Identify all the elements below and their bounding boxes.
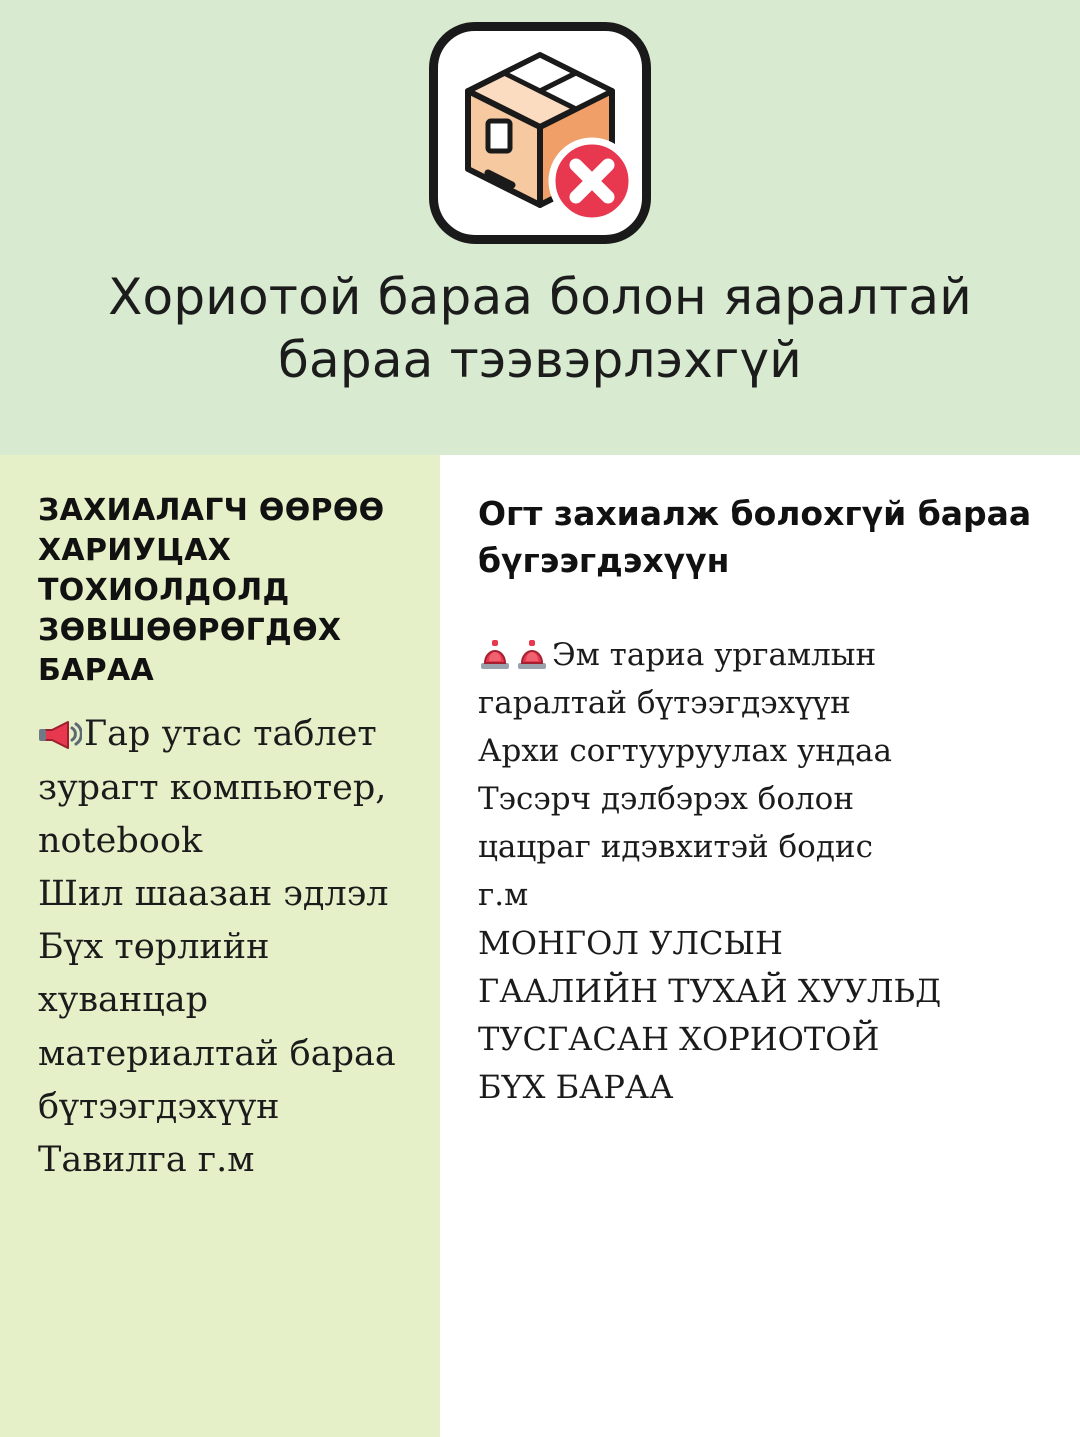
prohibited-package-icon bbox=[429, 22, 651, 244]
prohibited-goods-heading: Огт захиалж болохгүй бараа бүгээгдэхүүн bbox=[478, 494, 1032, 580]
list-item: БҮХ БАРАА bbox=[478, 1068, 674, 1106]
list-item-label: Эм тариа ургамлын bbox=[552, 636, 877, 673]
list-item bbox=[478, 631, 1046, 679]
list-item: цацраг идэвхитэй бодис bbox=[478, 828, 873, 865]
list-item: notebook bbox=[38, 820, 203, 861]
list-item-label: Гар утас таблет bbox=[84, 714, 377, 755]
package-box-icon bbox=[440, 33, 640, 233]
list-item: ГААЛИЙН ТУХАЙ ХУУЛЬД bbox=[478, 972, 942, 1010]
list-item: гаралтай бүтээгдэхүүн bbox=[478, 684, 851, 721]
list-item: ТУСГАСАН ХОРИОТОЙ bbox=[478, 1020, 880, 1058]
list-item: Тэсэрч дэлбэрэх болон bbox=[478, 780, 855, 817]
list-item: хуванцар bbox=[38, 980, 209, 1021]
siren-icon bbox=[478, 637, 512, 671]
prohibited-goods-list bbox=[478, 631, 1046, 1111]
megaphone-icon bbox=[38, 714, 82, 748]
list-item: Шил шаазан эдлэл bbox=[38, 874, 389, 915]
header-section bbox=[0, 0, 1080, 455]
list-item: Тавилга г.м bbox=[38, 1139, 255, 1180]
allowed-goods-column bbox=[0, 455, 440, 1437]
list-item bbox=[38, 708, 414, 761]
list-item: г.м bbox=[478, 876, 529, 913]
page-title: Хориотой бараа болон яаралтай бараа тээвэрлэхгүй bbox=[108, 268, 972, 389]
list-item: Бүх төрлийн bbox=[38, 927, 270, 968]
content-columns bbox=[0, 455, 1080, 1437]
siren-icon bbox=[515, 637, 549, 671]
list-item: МОНГОЛ УЛСЫН bbox=[478, 924, 783, 962]
list-item: Архи согтууруулах ундаа bbox=[478, 732, 893, 769]
allowed-goods-list bbox=[38, 708, 414, 1187]
list-item: зурагт компьютер, bbox=[38, 767, 387, 808]
prohibited-goods-column bbox=[440, 455, 1080, 1437]
allowed-goods-heading: ЗАХИАЛАГЧ ӨӨРӨӨ ХАРИУЦАХ ТОХИОЛДОЛД ЗӨВШӨӨРӨГДӨХ БАРАА bbox=[38, 493, 385, 688]
list-item: материалтай бараа bbox=[38, 1033, 396, 1074]
list-item: бүтээгдэхүүн bbox=[38, 1086, 280, 1127]
